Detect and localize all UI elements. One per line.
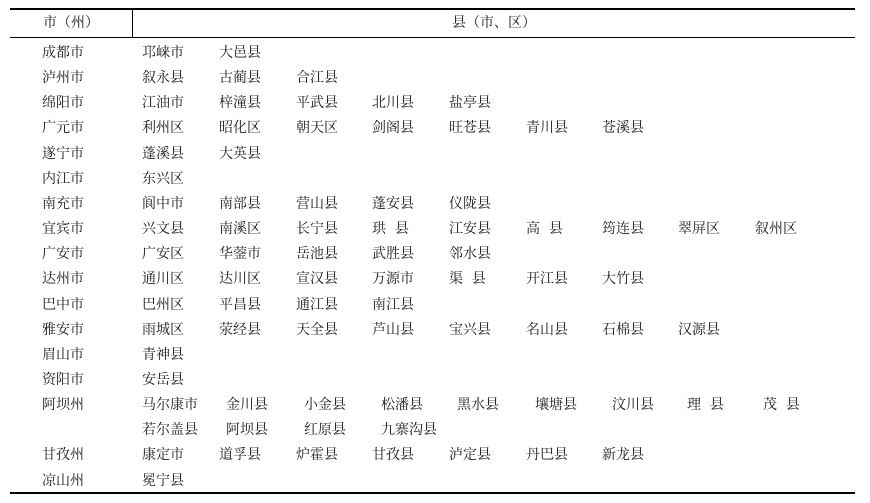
- county-name: 马尔康市: [142, 397, 198, 414]
- county-name: 宝兴县: [449, 321, 491, 338]
- table-row: [0, 418, 870, 443]
- county-name: 雨城区: [142, 321, 184, 338]
- county-name: 黑水县: [457, 397, 499, 414]
- county-name: 巴州区: [142, 296, 184, 313]
- county-name: 筠连县: [602, 221, 644, 238]
- county-name: 道孚县: [219, 447, 261, 464]
- table-row: [0, 217, 870, 242]
- city-name: 内江市: [42, 170, 84, 187]
- county-name: 叙永县: [142, 70, 184, 87]
- county-name: 梓潼县: [219, 95, 261, 112]
- county-name: 仪陇县: [449, 195, 491, 212]
- county-name: 新龙县: [602, 447, 644, 464]
- table-row: [0, 66, 870, 91]
- county-name: 南溪区: [219, 221, 261, 238]
- county-name: 合江县: [296, 70, 338, 87]
- table-row: [0, 393, 870, 418]
- table-row: [0, 293, 870, 318]
- city-name: 泸州市: [42, 70, 84, 87]
- city-name: 资阳市: [42, 371, 84, 388]
- county-name: 天全县: [296, 321, 338, 338]
- city-name: 眉山市: [42, 346, 84, 363]
- county-name: 芦山县: [372, 321, 414, 338]
- county-name: 华蓥市: [219, 246, 261, 263]
- county-name: 江油市: [142, 95, 184, 112]
- county-name: 珙 县: [372, 221, 409, 238]
- county-name: 邛崃市: [142, 45, 184, 61]
- table-row: [0, 267, 870, 292]
- county-name: 青川县: [526, 120, 568, 137]
- city-name: 南充市: [42, 195, 84, 212]
- county-name: 冕宁县: [142, 472, 184, 489]
- county-name: 青神县: [142, 346, 184, 363]
- county-name: 荥经县: [219, 321, 261, 338]
- county-name: 丹巴县: [526, 447, 568, 464]
- county-name: 江安县: [449, 221, 491, 238]
- city-name: 凉山州: [42, 472, 84, 489]
- county-name: 通江县: [296, 296, 338, 313]
- header-county: 县（市、区）: [452, 15, 536, 31]
- county-name: 翠屏区: [678, 221, 720, 238]
- county-name: 平昌县: [219, 296, 261, 313]
- table-row: [0, 443, 870, 468]
- table-row: [0, 116, 870, 141]
- table-row: [0, 242, 870, 267]
- county-name: 利州区: [142, 120, 184, 137]
- county-name: 东兴区: [142, 170, 184, 187]
- county-name: 甘孜县: [372, 447, 414, 464]
- county-name: 南江县: [372, 296, 414, 313]
- table-row: [0, 41, 870, 66]
- city-name: 宜宾市: [42, 221, 84, 238]
- county-name: 昭化区: [219, 120, 261, 137]
- county-name: 叙州区: [755, 221, 797, 238]
- table-row: [0, 343, 870, 368]
- city-name: 甘孜州: [42, 447, 84, 464]
- city-name: 遂宁市: [42, 145, 84, 162]
- county-name: 武胜县: [372, 246, 414, 263]
- county-name: 汉源县: [678, 321, 720, 338]
- county-name: 泸定县: [449, 447, 491, 464]
- county-name: 康定市: [142, 447, 184, 464]
- city-name: 阿坝州: [42, 397, 84, 414]
- city-name: 成都市: [42, 45, 84, 61]
- county-name: 南部县: [219, 195, 261, 212]
- county-name: 营山县: [296, 195, 338, 212]
- county-name: 安岳县: [142, 371, 184, 388]
- county-name: 茂 县: [763, 397, 800, 414]
- county-name: 旺苍县: [449, 120, 491, 137]
- table-row: [0, 469, 870, 494]
- county-name: 若尔盖县: [142, 422, 198, 439]
- county-name: 开江县: [526, 271, 568, 288]
- rule-bottom: [10, 492, 855, 494]
- table-row: [0, 192, 870, 217]
- county-name: 兴文县: [142, 221, 184, 238]
- county-name: 宣汉县: [296, 271, 338, 288]
- city-name: 绵阳市: [42, 95, 84, 112]
- county-name: 炉霍县: [296, 447, 338, 464]
- county-name: 通川区: [142, 271, 184, 288]
- county-name: 蓬溪县: [142, 145, 184, 162]
- city-name: 广安市: [42, 246, 84, 263]
- city-name: 巴中市: [42, 296, 84, 313]
- county-name: 阆中市: [142, 195, 184, 212]
- header-city: 市（州）: [43, 15, 99, 31]
- county-name: 广安区: [142, 246, 184, 263]
- county-name: 石棉县: [602, 321, 644, 338]
- county-name: 九寨沟县: [381, 422, 437, 439]
- county-name: 万源市: [372, 271, 414, 288]
- county-name: 红原县: [304, 422, 346, 439]
- county-name: 渠 县: [449, 271, 486, 288]
- county-name: 小金县: [304, 397, 346, 414]
- city-name: 广元市: [42, 120, 84, 137]
- county-name: 盐亭县: [449, 95, 491, 112]
- county-name: 长宁县: [296, 221, 338, 238]
- table-row: [0, 318, 870, 343]
- county-name: 平武县: [296, 95, 338, 112]
- county-name: 高 县: [526, 221, 563, 238]
- county-name: 邻水县: [449, 246, 491, 263]
- county-name: 古蔺县: [219, 70, 261, 87]
- county-name: 达川区: [219, 271, 261, 288]
- city-name: 雅安市: [42, 321, 84, 338]
- county-name: 大竹县: [602, 271, 644, 288]
- county-name: 剑阁县: [372, 120, 414, 137]
- county-name: 蓬安县: [372, 195, 414, 212]
- county-name: 苍溪县: [602, 120, 644, 137]
- table-row: [0, 167, 870, 192]
- county-name: 理 县: [687, 397, 724, 414]
- table-row: [0, 368, 870, 393]
- county-name: 阿坝县: [226, 422, 268, 439]
- county-name: 岳池县: [296, 246, 338, 263]
- county-name: 大邑县: [219, 45, 261, 61]
- rule-header: [10, 37, 855, 38]
- county-name: 大英县: [219, 145, 261, 162]
- city-name: 达州市: [42, 271, 84, 288]
- table-row: [0, 91, 870, 116]
- county-name: 北川县: [372, 95, 414, 112]
- county-name: 金川县: [226, 397, 268, 414]
- county-name: 壤塘县: [535, 397, 577, 414]
- county-name: 松潘县: [381, 397, 423, 414]
- county-name: 朝天区: [296, 120, 338, 137]
- county-name: 名山县: [526, 321, 568, 338]
- table-row: [0, 142, 870, 167]
- county-name: 汶川县: [612, 397, 654, 414]
